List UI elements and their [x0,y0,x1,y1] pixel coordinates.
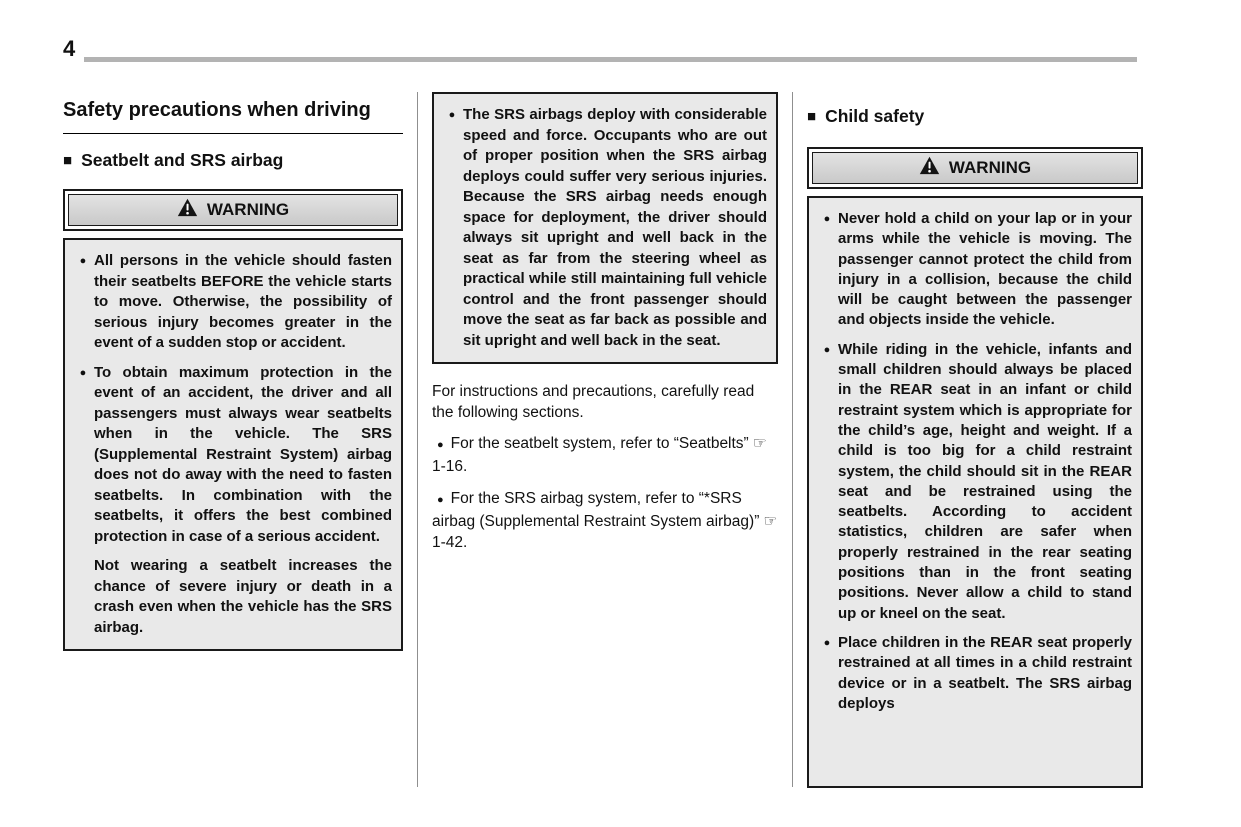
square-marker-icon: ■ [63,152,73,169]
reference-item-seatbelt [432,433,778,477]
section-title-child-safety [807,106,1143,127]
warning-header [812,152,1138,184]
warning-triangle-icon [177,198,198,222]
header-rule [84,57,1137,62]
instructions-text: For instructions and precautions, carefully read the following sections. [432,383,755,421]
warning-note: Not wearing a seatbelt increases the chance of severe injury or death in a crash even when the vehicle has the SRS airbag. [94,557,392,636]
bullet-marker: ● [823,343,831,356]
warning-bullet [72,363,392,548]
square-marker-icon: ■ [807,108,817,125]
bullet-text: The SRS airbags deploy with considerable speed and force. Occupants who are out of proper position when the SRS airbag deploys could suffer very serious injuries. Because the SRS airbag needs enough space for deployment, the driver should always sit upright and well back in the seat as far from the steering wheel as practical while still maintaining full vehicle control and the front passenger should move the seat as far back as possible and sit upright and well back in the seat. [463,106,767,349]
page-content [63,92,1143,787]
warning-body-box [807,196,1143,788]
warning-bullet [441,105,767,351]
bullet-marker: ● [823,213,831,225]
bullet-marker: ● [448,109,456,121]
warning-header-box [807,147,1143,189]
reference-item-srs-airbag [432,488,778,553]
column-right [807,92,1143,787]
warning-label: WARNING [206,200,290,219]
warning-header-box [63,189,403,231]
page-number: 4 [63,36,76,61]
bullet-text: Place children in the REAR seat properly restrained at all times in a child restraint device or in a seatbelt. The SRS airbag deploys [838,633,1132,712]
bullet-text: Never hold a child on your lap or in your arms while the vehicle is moving. The passenger cannot protect the child from injury in a collision, because the child will be caught between the passenger and objects inside the vehicle. [838,210,1132,329]
column-divider [417,92,418,787]
section-title-text: Child safety [825,106,925,126]
column-left [63,92,403,787]
section-title-text: Seatbelt and SRS airbag [81,150,284,170]
warning-bullet [816,340,1132,624]
warning-bullet [72,251,392,354]
reference-text: For the SRS airbag system, refer to “*SRS airbag (Supplemental Restraint System airbag)” ☞1-42. [432,490,778,551]
page-title: Safety precautions when driving [63,98,403,134]
bullet-marker: ● [79,366,87,379]
warning-body-box-continued [432,92,778,364]
section-title-seatbelt [63,150,403,171]
bullet-marker: ● [437,439,444,451]
warning-body-box [63,238,403,651]
bullet-marker: ● [79,255,87,267]
warning-header [68,194,398,226]
warning-bullet [816,633,1132,714]
bullet-text: While riding in the vehicle, infants and small children should always be placed in the REAR seat in an infant or child restraint system which is appropriate for the child’s age, height and weight. If a child is too big for a child restraint system, the child should sit in the REAR seat and be restrained using the seatbelts. According to accident statistics, children are safer when properly restrained in the rear seating positions than in the front seating positions. Never allow a child to stand up or kneel on the seat. [838,340,1132,622]
reference-text: For the seatbelt system, refer to “Seatbelts” ☞1-16. [432,435,767,475]
warning-triangle-icon [919,156,940,180]
warning-label: WARNING [948,158,1032,177]
bullet-text: To obtain maximum protection in the event of an accident, the driver and all passengers must always wear seatbelts when in the vehicle. The SRS (Supplemental Restraint System) airbag does not do away with the need to fasten seatbelts. In combination with the seatbelts, it offers the best combined protection in case of a serious accident. [94,363,392,545]
bullet-marker: ● [823,636,831,649]
bullet-marker: ● [437,494,444,506]
column-divider [792,92,793,787]
bullet-text: All persons in the vehicle should fasten their seatbelts BEFORE the vehicle starts to move. Otherwise, the possibility of serious injury becomes greater in the event of a sudden stop or accident. [94,252,392,351]
warning-bullet [816,209,1132,331]
column-middle [432,92,778,787]
